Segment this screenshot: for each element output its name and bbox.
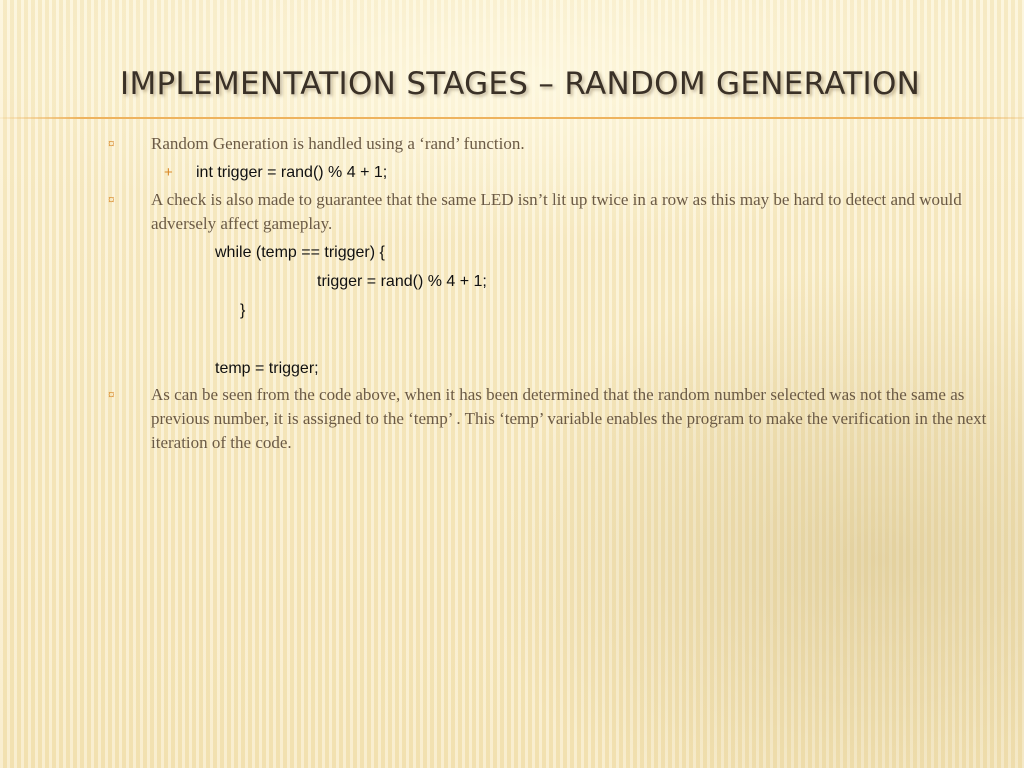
bullet-marker-icon: ¤ [108,387,115,402]
code-line-while: while (temp == trigger) { [215,244,385,261]
slide-title: IMPLEMENTATION STAGES – RANDOM GENERATION [120,66,921,102]
bullet-text: As can be seen from the code above, when it has been determined that the random number selected was not the same as previous number, it is assigned to the ‘temp’ . This ‘temp’ variable enables the program to make the verification in the next iteration of the code. [151,385,987,452]
title-divider [0,117,1024,119]
sub-bullet-marker-icon: + [164,164,173,181]
bullet-marker-icon: ¤ [108,192,115,207]
sub-bullet-rand-code [108,162,998,184]
slide-content [108,132,998,455]
bullet-text: A check is also made to guarantee that the same LED isn’t lit up twice in a row as this may be hard to detect and would adversely affect gameplay. [151,190,962,233]
bullet-random-generation [108,132,998,156]
code-line-trigger: trigger = rand() % 4 + 1; [317,273,487,290]
bullet-temp-variable [108,383,998,455]
code-line-temp: temp = trigger; [215,360,319,377]
bullet-marker-icon: ¤ [108,136,115,151]
bullet-led-check [108,188,998,236]
sub-bullet-text: int trigger = rand() % 4 + 1; [196,164,388,181]
code-spacer [108,325,998,354]
code-block [108,238,998,383]
bullet-text: Random Generation is handled using a ‘rand’ function. [151,134,525,153]
code-line-close-brace: } [240,302,246,319]
